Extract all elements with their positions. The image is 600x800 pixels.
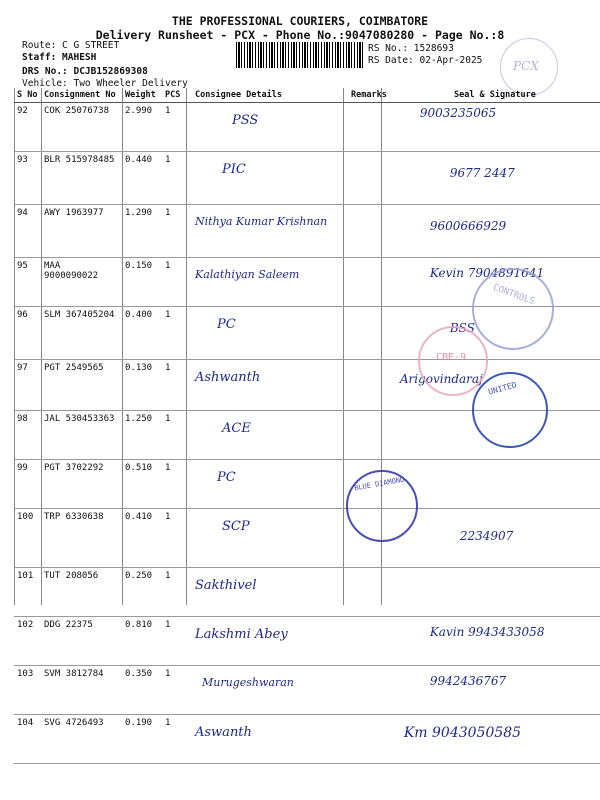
rs-number: RS No.: 1528693 <box>368 43 454 54</box>
signature-cell: 9677 2447 <box>390 152 600 205</box>
remarks-cell <box>348 103 390 152</box>
sno-cell: 102 <box>14 617 41 666</box>
consignment-cell: TRP 6330638 <box>41 509 122 568</box>
weight-cell: 2.990 <box>122 103 162 152</box>
sno-cell: 99 <box>14 460 41 509</box>
consignment-cell: SLM 367405204 <box>41 307 122 360</box>
col-consignee: Consignee Details <box>192 88 348 103</box>
sno-cell: 100 <box>14 509 41 568</box>
sno-cell: 94 <box>14 205 41 258</box>
weight-cell: 0.440 <box>122 152 162 205</box>
rs-date: RS Date: 02-Apr-2025 <box>368 54 483 66</box>
sno-cell: 97 <box>14 360 41 411</box>
remarks-cell <box>348 360 390 411</box>
remarks-cell <box>348 411 390 460</box>
staff-label: Staff: MAHESH <box>22 51 97 63</box>
remarks-cell <box>348 568 390 617</box>
consignment-cell: SVG 4726493 <box>41 715 122 764</box>
consignment-cell: DDG 22375 <box>41 617 122 666</box>
sno-cell: 96 <box>14 307 41 360</box>
remarks-cell <box>348 715 390 764</box>
consignee-cell: Nithya Kumar Krishnan <box>192 205 348 258</box>
remarks-cell <box>348 617 390 666</box>
signature-cell: 2234907 <box>390 509 600 568</box>
weight-cell: 0.350 <box>122 666 162 715</box>
united-stamp: UNITED <box>472 372 548 448</box>
weight-cell: 0.130 <box>122 360 162 411</box>
consignee-cell: Lakshmi Abey <box>192 617 348 666</box>
weight-cell: 1.250 <box>122 411 162 460</box>
consignment-cell: AWY 1963977 <box>41 205 122 258</box>
weight-cell: 0.510 <box>122 460 162 509</box>
pcs-cell: 1 <box>162 460 192 509</box>
pcs-cell: 1 <box>162 617 192 666</box>
pcs-cell: 1 <box>162 103 192 152</box>
pcx-stamp: PCX <box>500 38 558 96</box>
table-row <box>14 509 600 568</box>
col-seal-signature: Seal & Signature <box>390 88 600 103</box>
signature-cell: 9600666929 <box>390 205 600 258</box>
pcs-cell: 1 <box>162 258 192 307</box>
consignment-cell: BLR 515978485 <box>41 152 122 205</box>
pcs-cell: 1 <box>162 411 192 460</box>
barcode <box>236 42 364 68</box>
consignment-cell: COK 25076738 <box>41 103 122 152</box>
col-pcs: PCS <box>162 88 192 103</box>
consignment-cell: JAL 530453363 <box>41 411 122 460</box>
remarks-cell <box>348 152 390 205</box>
weight-cell: 0.250 <box>122 568 162 617</box>
consignee-cell: Kalathiyan Saleem <box>192 258 348 307</box>
consignee-cell: ACE <box>192 411 348 460</box>
consignee-cell: PSS <box>192 103 348 152</box>
controls-stamp: CONTROLS <box>472 268 554 350</box>
signature-cell: 9942436767 <box>390 666 600 715</box>
col-sno: S No <box>14 88 41 103</box>
signature-cell <box>390 460 600 509</box>
col-consignment: Consignment No <box>41 88 122 103</box>
route-label: Route: C G STREET <box>22 40 120 51</box>
signature-cell: BSS <box>390 307 600 360</box>
pcs-cell: 1 <box>162 205 192 258</box>
company-title: THE PROFESSIONAL COURIERS, COIMBATORE <box>171 14 429 28</box>
pcs-cell: 1 <box>162 360 192 411</box>
weight-cell: 0.400 <box>122 307 162 360</box>
sno-cell: 98 <box>14 411 41 460</box>
pcs-cell: 1 <box>162 307 192 360</box>
remarks-cell <box>348 666 390 715</box>
table-row <box>14 666 600 715</box>
pcs-cell: 1 <box>162 715 192 764</box>
pcs-cell: 1 <box>162 509 192 568</box>
cbe-stamp: CBE-9 <box>418 326 488 396</box>
signature-cell: Kavin 9943433058 <box>390 617 600 666</box>
signature-cell: Kevin 7904891641 <box>390 258 600 307</box>
table-row <box>14 460 600 509</box>
drs-number: DRS No.: DCJB152869308 <box>22 66 148 77</box>
consignee-cell: Aswanth <box>192 715 348 764</box>
weight-cell: 0.150 <box>122 258 162 307</box>
remarks-cell <box>348 258 390 307</box>
consignee-cell: Ashwanth <box>192 360 348 411</box>
remarks-cell <box>348 205 390 258</box>
pcs-cell: 1 <box>162 666 192 715</box>
route-info <box>22 40 188 89</box>
table-row <box>14 152 600 205</box>
consignment-cell: MAA 9000090022 <box>41 258 122 307</box>
table-header-row <box>14 88 600 103</box>
sno-cell: 93 <box>14 152 41 205</box>
vehicle-label: Vehicle: Two Wheeler Delivery <box>22 77 188 89</box>
weight-cell: 0.190 <box>122 715 162 764</box>
pcs-cell: 1 <box>162 568 192 617</box>
signature-cell: Arigovindaraj <box>390 360 600 411</box>
remarks-cell <box>348 307 390 360</box>
sno-cell: 95 <box>14 258 41 307</box>
signature-cell: Km 9043050585 <box>390 715 600 764</box>
signature-cell: 9003235065 <box>390 103 600 152</box>
sno-cell: 103 <box>14 666 41 715</box>
consignee-cell: PC <box>192 307 348 360</box>
weight-cell: 0.410 <box>122 509 162 568</box>
weight-cell: 0.810 <box>122 617 162 666</box>
rs-info <box>368 43 482 66</box>
runsheet-heading: Delivery Runsheet - PCX - Phone No.:9047080280 - Page No.:8 <box>95 28 505 42</box>
weight-cell: 1.290 <box>122 205 162 258</box>
consignee-cell: Sakthivel <box>192 568 348 617</box>
consignee-cell: Murugeshwaran <box>192 666 348 715</box>
sno-cell: 101 <box>14 568 41 617</box>
col-remarks: Remarks <box>348 88 390 103</box>
sno-cell: 104 <box>14 715 41 764</box>
consignee-cell: PIC <box>192 152 348 205</box>
consignment-cell: PGT 3702292 <box>41 460 122 509</box>
col-weight: Weight <box>122 88 162 103</box>
consignee-cell: PC <box>192 460 348 509</box>
signature-cell <box>390 568 600 617</box>
table-row <box>14 568 600 617</box>
consignment-cell: TUT 208056 <box>41 568 122 617</box>
sno-cell: 92 <box>14 103 41 152</box>
table-row <box>14 205 600 258</box>
consignment-cell: PGT 2549565 <box>41 360 122 411</box>
table-row <box>14 715 600 764</box>
table-row <box>14 103 600 152</box>
table-row <box>14 617 600 666</box>
consignee-cell: SCP <box>192 509 348 568</box>
pcs-cell: 1 <box>162 152 192 205</box>
blue-diamond-stamp: BLUE DIAMOND <box>346 470 418 542</box>
consignment-cell: SVM 3812784 <box>41 666 122 715</box>
